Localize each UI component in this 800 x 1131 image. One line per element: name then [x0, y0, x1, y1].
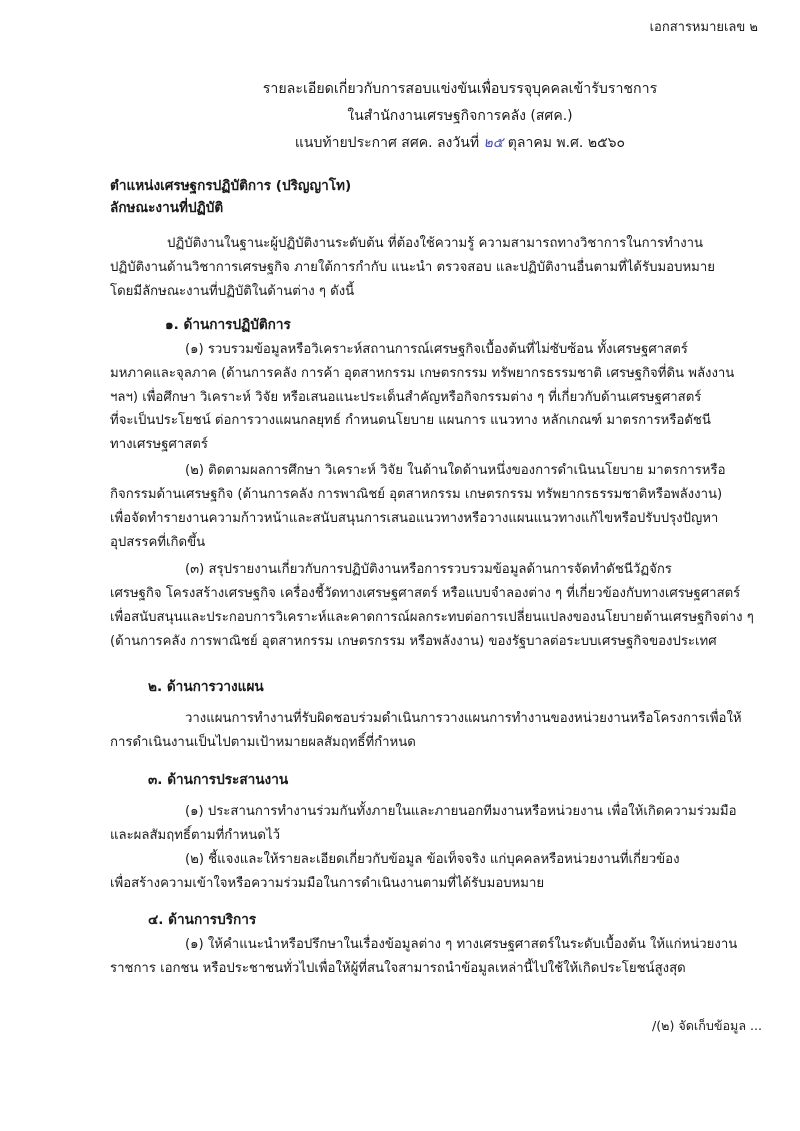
section-heading-coordination: ๓. ด้านการประสานงาน: [148, 772, 289, 788]
paragraph-line: ที่จะเป็นประโยชน์ ต่อการวางแผนกลยุทธ์ กำหนดนโยบาย แผนการ แนวทาง หลักเกณฑ์ มาตรการหรือดัชนี: [110, 413, 711, 428]
title-line-1: รายละเอียดเกี่ยวกับการสอบแข่งขันเพื่อบรรจุบุคคลเข้ารับราชการ: [262, 81, 658, 97]
paragraph-line: (๑) ให้คำแนะนำหรือปรึกษาในเรื่องข้อมูลต่าง ๆ ทางเศรษฐศาสตร์ในระดับเบื้องต้น ให้แก่หน่วยงาน: [185, 937, 738, 952]
paragraph-line: กิจกรรมด้านเศรษฐกิจ (ด้านการคลัง การพาณิชย์ อุตสาหกรรม เกษตรกรรม ทรัพยากรธรรมชาติหรือพลังงาน): [110, 487, 723, 502]
paragraph-line: ทางเศรษฐศาสตร์: [110, 437, 208, 452]
position-title: ตำแหน่งเศรษฐกรปฏิบัติการ (ปริญญาโท): [110, 178, 352, 194]
paragraph-line: (๓) สรุปรายงานเกี่ยวกับการปฏิบัติงานหรือการรวบรวมข้อมูลด้านการจัดทำดัชนีวัฏจักร: [185, 562, 672, 577]
paragraph-line: (ด้านการคลัง การพาณิชย์ อุตสาหกรรม เกษตรกรรม หรือพลังงาน) ของรัฐบาลต่อระบบเศรษฐกิจของประเทศ: [110, 634, 717, 649]
paragraph-line: ฯลฯ) เพื่อศึกษา วิเคราะห์ วิจัย หรือเสนอแนะประเด็นสำคัญหรือกิจกรรมต่าง ๆ ที่เกี่ยวกับด้านเศรษฐศาสตร์: [110, 390, 702, 405]
paragraph-line: เพื่อสนับสนุนและประกอบการวิเคราะห์และคาดการณ์ผลกระทบต่อการเปลี่ยนแปลงของนโยบายด้านเศรษฐกิจต่าง ๆ: [110, 610, 754, 625]
paragraph-line: (๑) รวบรวมข้อมูลหรือวิเคราะห์สถานการณ์เศรษฐกิจเบื้องต้นที่ไม่ซับซ้อน ทั้งเศรษฐศาสตร์: [185, 342, 688, 357]
paragraph-line: วางแผนการทำงานที่รับผิดชอบร่วมดำเนินการวางแผนการทำงานของหน่วยงานหรือโครงการเพื่อให้: [185, 711, 742, 726]
section-heading-operations: ๑. ด้านการปฏิบัติการ: [165, 317, 291, 333]
paragraph-line: การดำเนินงานเป็นไปตามเป้าหมายผลสัมฤทธิ์ที่กำหนด: [110, 735, 416, 750]
title-date-suffix: ตุลาคม พ.ศ. ๒๕๖๐: [503, 135, 626, 151]
paragraph-line: และผลสัมฤทธิ์ตามที่กำหนดไว้: [110, 828, 280, 843]
paragraph-line: เพื่อจัดทำรายงานความก้าวหน้าและสนับสนุนการเสนอแนวทางหรือวางแผนแนวทางแก้ไขหรือปรับปรุงปัญหา: [110, 511, 719, 526]
title-date-prefix: แนบท้ายประกาศ สศค. ลงวันที่: [294, 135, 484, 151]
section-heading-service: ๔. ด้านการบริการ: [148, 912, 257, 928]
paragraph-line: อุปสรรคที่เกิดขึ้น: [110, 535, 206, 550]
document-number: เอกสารหมายเลข ๒: [649, 20, 758, 35]
intro-line: ปฏิบัติงานด้านวิชาการเศรษฐกิจ ภายใต้การกำกับ แนะนำ ตรวจสอบ และปฏิบัติงานอื่นตามที่ได้รับมอบหมาย: [110, 260, 715, 275]
paragraph-line: เพื่อสร้างความเข้าใจหรือความร่วมมือในการดำเนินงานตามที่ได้รับมอบหมาย: [110, 876, 545, 891]
intro-line: ปฏิบัติงานในฐานะผู้ปฏิบัติงานระดับต้น ที่ต้องใช้ความรู้ ความสามารถทางวิชาการในการทำงาน: [167, 236, 704, 251]
paragraph-line: (๑) ประสานการทำงานร่วมกันทั้งภายในและภายนอกทีมงานหรือหน่วยงาน เพื่อให้เกิดความร่วมมือ: [185, 804, 737, 819]
handwritten-day: ๒๕: [483, 135, 504, 151]
continuation-note: /(๒) จัดเก็บข้อมูล ...: [652, 1018, 763, 1033]
intro-line: โดยมีลักษณะงานที่ปฏิบัติในด้านต่าง ๆ ดังนี้: [110, 284, 355, 299]
paragraph-line: (๒) ชี้แจงและให้รายละเอียดเกี่ยวกับข้อมูล ข้อเท็จจริง แก่บุคคลหรือหน่วยงานที่เกี่ยวข้อง: [185, 852, 680, 867]
paragraph-line: ราชการ เอกชน หรือประชาชนทั่วไปเพื่อให้ผู้ที่สนใจสามารถนำข้อมูลเหล่านี้ไปใช้ให้เกิดประโยชน์สูงสุด: [110, 961, 686, 976]
paragraph-line: เศรษฐกิจ โครงสร้างเศรษฐกิจ เครื่องชี้วัดทางเศรษฐศาสตร์ หรือแบบจำลองต่าง ๆ ที่เกี่ยวข้องกับทางเศรษฐศาสตร์: [110, 586, 741, 601]
section-heading-planning: ๒. ด้านการวางแผน: [148, 679, 264, 695]
title-line-3: [240, 130, 680, 157]
document-title: [240, 76, 680, 157]
title-line-2: ในสำนักงานเศรษฐกิจการคลัง (สศค.): [347, 108, 573, 124]
job-nature-heading: ลักษณะงานที่ปฏิบัติ: [110, 200, 224, 216]
paragraph-line: มหภาคและจุลภาค (ด้านการคลัง การค้า อุตสาหกรรม เกษตรกรรม ทรัพยากรธรรมชาติ เศรษฐกิจที่ดิน พลังงาน: [110, 366, 735, 381]
paragraph-line: (๒) ติดตามผลการศึกษา วิเคราะห์ วิจัย ในด้านใดด้านหนึ่งของการดำเนินนโยบาย มาตรการหรือ: [185, 463, 726, 478]
